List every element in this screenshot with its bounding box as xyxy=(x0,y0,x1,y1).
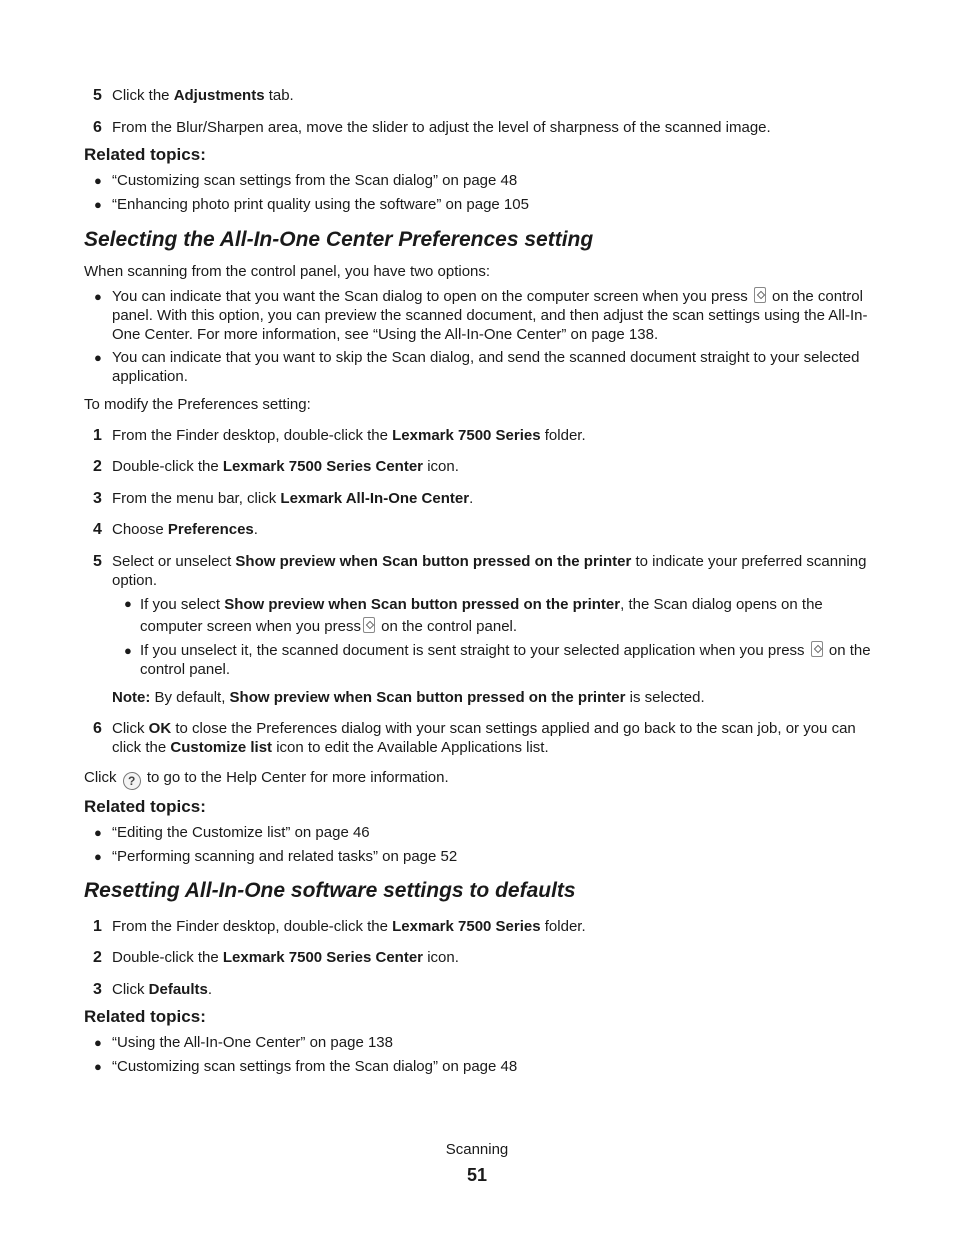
footer-section: Scanning xyxy=(445,1141,509,1158)
related-link[interactable]: ● “Customizing scan settings from the Scan dialog” on page 48 xyxy=(94,172,518,189)
scan-button-icon xyxy=(754,287,766,303)
step-5: 5 Select or unselect Show preview when Scan button pressed on the printer to indicate your preferred scanning option. xyxy=(93,553,867,589)
related-link[interactable]: ● “Performing scanning and related tasks” on page 52 xyxy=(94,848,458,865)
sub-bullet: ● If you unselect it, the scanned document is sent straight to your selected application when you press on the control panel. xyxy=(124,642,871,678)
step-number: 5 xyxy=(93,87,102,104)
step-2: 2 Double-click the Lexmark 7500 Series Center icon. xyxy=(93,458,459,475)
note: Note: By default, Show preview when Scan button pressed on the printer is selected. xyxy=(112,689,705,706)
scan-button-icon xyxy=(811,641,823,657)
related-link[interactable]: ● “Customizing scan settings from the Scan dialog” on page 48 xyxy=(94,1058,518,1075)
help-paragraph: Click ? to go to the Help Center for more information. xyxy=(84,769,449,788)
modify-paragraph: To modify the Preferences setting: xyxy=(84,396,311,413)
section-heading: Resetting All-In-One software settings to defaults xyxy=(84,879,576,902)
step-number: 6 xyxy=(93,119,102,136)
step-1: 1 From the Finder desktop, double-click the Lexmark 7500 Series folder. xyxy=(93,918,586,935)
intro-paragraph: When scanning from the control panel, you have two options: xyxy=(84,263,491,280)
related-link[interactable]: ● “Enhancing photo print quality using the software” on page 105 xyxy=(94,196,529,213)
option-bullet: ● You can indicate that you want the Scan dialog to open on the computer screen when you press on the control panel. With this option, you can preview the scanned document, and then adjust the scan settings using the All-In-One Center. For more information, see “Using the All-In-One Center” on page 138. xyxy=(94,288,868,343)
step-2: 2 Double-click the Lexmark 7500 Series Center icon. xyxy=(93,949,459,966)
scan-button-icon xyxy=(363,617,375,633)
step-6: 6 Click OK to close the Preferences dialog with your scan settings applied and go back to the scan job, or you can click the Customize list icon to edit the Available Applications list. xyxy=(93,720,856,756)
help-icon: ? xyxy=(123,772,141,790)
step-4: 4 Choose Preferences. xyxy=(93,521,258,538)
related-topics-heading: Related topics: xyxy=(84,145,206,164)
sub-bullet: ● If you select Show preview when Scan button pressed on the printer, the Scan dialog opens on the computer screen when you press on the control panel. xyxy=(124,596,823,635)
step-3: 3 Click Defaults. xyxy=(93,981,213,998)
page-number: 51 xyxy=(466,1165,488,1185)
step-1: 1 From the Finder desktop, double-click the Lexmark 7500 Series folder. xyxy=(93,427,586,444)
step-3: 3 From the menu bar, click Lexmark All-In-One Center. xyxy=(93,490,474,507)
option-bullet: ● You can indicate that you want to skip the Scan dialog, and send the scanned document straight to your selected application. xyxy=(94,349,860,385)
step-5-adjustments: 5 Click the Adjustments tab. xyxy=(93,87,294,104)
related-link[interactable]: ● “Using the All-In-One Center” on page 138 xyxy=(94,1034,393,1051)
related-topics-heading: Related topics: xyxy=(84,797,206,816)
related-link[interactable]: ● “Editing the Customize list” on page 46 xyxy=(94,824,370,841)
step-6-blur-sharpen: 6 From the Blur/Sharpen area, move the slider to adjust the level of sharpness of the scanned image. xyxy=(93,119,771,136)
section-heading: Selecting the All-In-One Center Preferences setting xyxy=(84,228,594,251)
related-topics-heading: Related topics: xyxy=(84,1007,206,1026)
